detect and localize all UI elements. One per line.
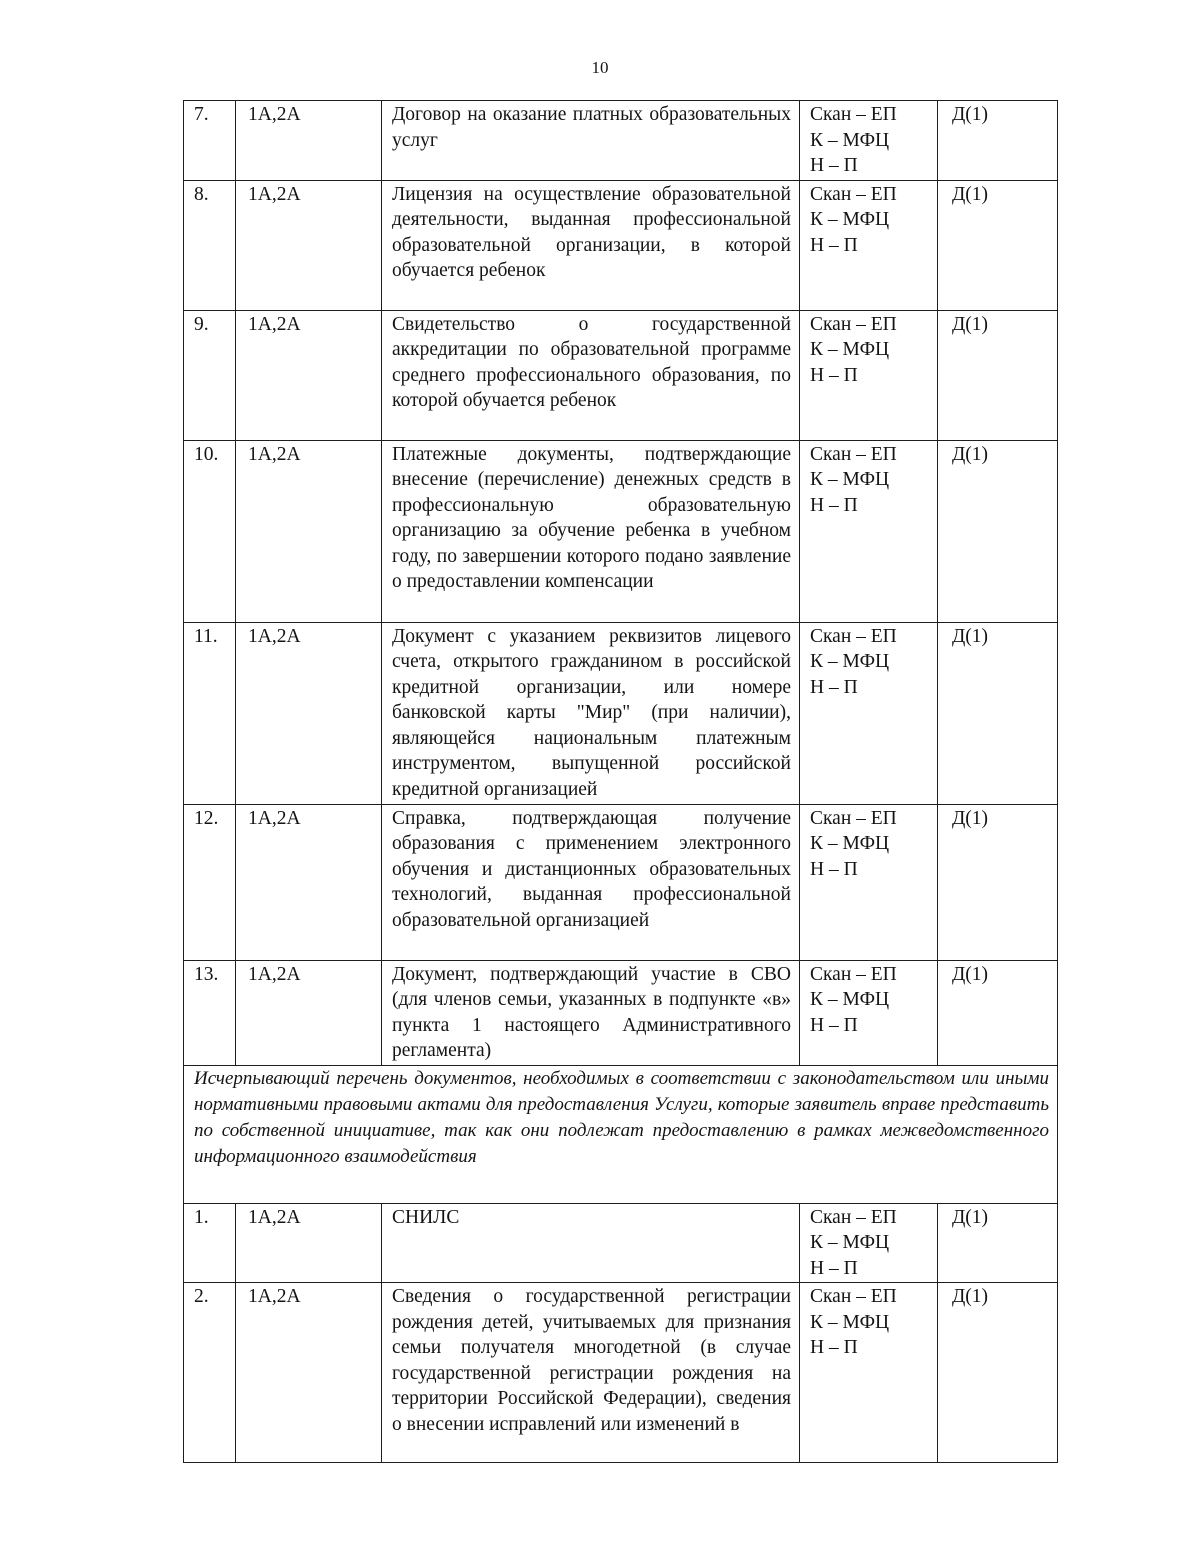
method-mfc: К – МФЦ [810,129,890,151]
method-scan: Скан – ЕП [810,183,897,205]
submission-methods [800,310,938,440]
row-number: 7. [184,101,236,181]
document-name: Документ с указанием реквизитов лицевого счета, открытого гражданином в российской кредитной организации, или номере банковской карты "Мир" (при наличии), являющейся национальным платежным инструментом, выпущенной российской кредитной организацией [382,622,800,804]
table-row [184,1203,1058,1283]
row-number: 13. [184,960,236,1065]
method-mfc: К – МФЦ [810,989,890,1010]
method-paper: Н – П [810,155,858,176]
submission-methods [800,804,938,960]
requirement-code: Д(1) [938,1283,1058,1463]
method-scan: Скан – ЕП [810,104,897,125]
method-scan: Скан – ЕП [810,313,897,335]
method-mfc: К – МФЦ [810,1232,890,1253]
requirement-code: Д(1) [938,101,1058,181]
submission-methods [800,960,938,1065]
table-row [184,440,1058,622]
submission-methods [800,180,938,310]
submission-methods [800,440,938,622]
documents-table [183,100,1058,1463]
table-row [184,622,1058,804]
applicant-category: 1А,2А [236,960,382,1065]
method-paper: Н – П [810,1257,858,1279]
requirement-code: Д(1) [938,622,1058,804]
method-paper: Н – П [810,234,858,256]
applicant-category: 1А,2А [236,310,382,440]
submission-methods [800,101,938,181]
method-mfc: К – МФЦ [810,651,890,672]
applicant-category: 1А,2А [236,1283,382,1463]
document-name: СНИЛС [382,1203,800,1283]
method-mfc: К – МФЦ [810,833,890,854]
method-mfc: К – МФЦ [810,469,890,490]
method-paper: Н – П [810,1337,858,1358]
row-number: 8. [184,180,236,310]
requirement-code: Д(1) [938,440,1058,622]
method-scan: Скан – ЕП [810,963,897,985]
table-row [184,101,1058,181]
table-row [184,804,1058,960]
requirement-code: Д(1) [938,960,1058,1065]
applicant-category: 1А,2А [236,804,382,960]
document-name: Платежные документы, подтверждающие внесение (перечисление) денежных средств в профессиональную образовательную организацию за обучение ребенка в учебном году, по завершении которого подано заявление о предоставлении компенсации [382,440,800,622]
applicant-category: 1А,2А [236,1203,382,1283]
row-number: 9. [184,310,236,440]
method-scan: Скан – ЕП [810,807,897,829]
document-name: Справка, подтверждающая получение образования с применением электронного обучения и дистанционных образовательных технологий, выданная профессиональной образовательной организацией [382,804,800,960]
row-number: 12. [184,804,236,960]
table-row [184,180,1058,310]
requirement-code: Д(1) [938,180,1058,310]
method-mfc: К – МФЦ [810,209,890,230]
table-row [184,310,1058,440]
table-row [184,960,1058,1065]
row-number: 11. [184,622,236,804]
applicant-category: 1А,2А [236,622,382,804]
submission-methods [800,1283,938,1463]
method-paper: Н – П [810,494,858,516]
method-scan: Скан – ЕП [810,625,897,647]
page-number: 10 [591,58,609,77]
document-name: Сведения о государственной регистрации рождения детей, учитываемых для признания семьи получателя многодетной (в случае государственной регистрации рождения на территории Российской Федерации), сведения о внесении исправлений или изменений в [382,1283,800,1463]
method-scan: Скан – ЕП [810,1286,897,1307]
method-paper: Н – П [810,364,858,386]
requirement-code: Д(1) [938,310,1058,440]
method-scan: Скан – ЕП [810,1206,897,1228]
section-header-row [184,1065,1058,1203]
method-mfc: К – МФЦ [810,339,890,360]
document-name: Документ, подтверждающий участие в СВО (для членов семьи, указанных в подпункте «в» пункта 1 настоящего Административного регламента) [382,960,800,1065]
document-name: Свидетельство о государственной аккредитации по образовательной программе среднего профессионального образования, по которой обучается ребенок [382,310,800,440]
document-name: Договор на оказание платных образовательных услуг [382,101,800,181]
submission-methods [800,622,938,804]
requirement-code: Д(1) [938,804,1058,960]
row-number: 10. [184,440,236,622]
section-note: Исчерпывающий перечень документов, необходимых в соответствии с законодательством или иными нормативными правовыми актами для предоставления Услуги, которые заявитель вправе представить по собственной инициативе, так как они подлежат предоставлению в рамках межведомственного информационного взаимодействия [184,1065,1058,1203]
submission-methods [800,1203,938,1283]
document-name: Лицензия на осуществление образовательной деятельности, выданная профессиональной образовательной организации, в которой обучается ребенок [382,180,800,310]
method-paper: Н – П [810,1014,858,1036]
row-number: 1. [184,1203,236,1283]
method-mfc: К – МФЦ [810,1311,890,1333]
method-scan: Скан – ЕП [810,443,897,465]
applicant-category: 1А,2А [236,180,382,310]
table-row [184,1283,1058,1463]
method-paper: Н – П [810,858,858,880]
requirement-code: Д(1) [938,1203,1058,1283]
row-number: 2. [184,1283,236,1463]
applicant-category: 1А,2А [236,440,382,622]
method-paper: Н – П [810,676,858,698]
applicant-category: 1А,2А [236,101,382,181]
